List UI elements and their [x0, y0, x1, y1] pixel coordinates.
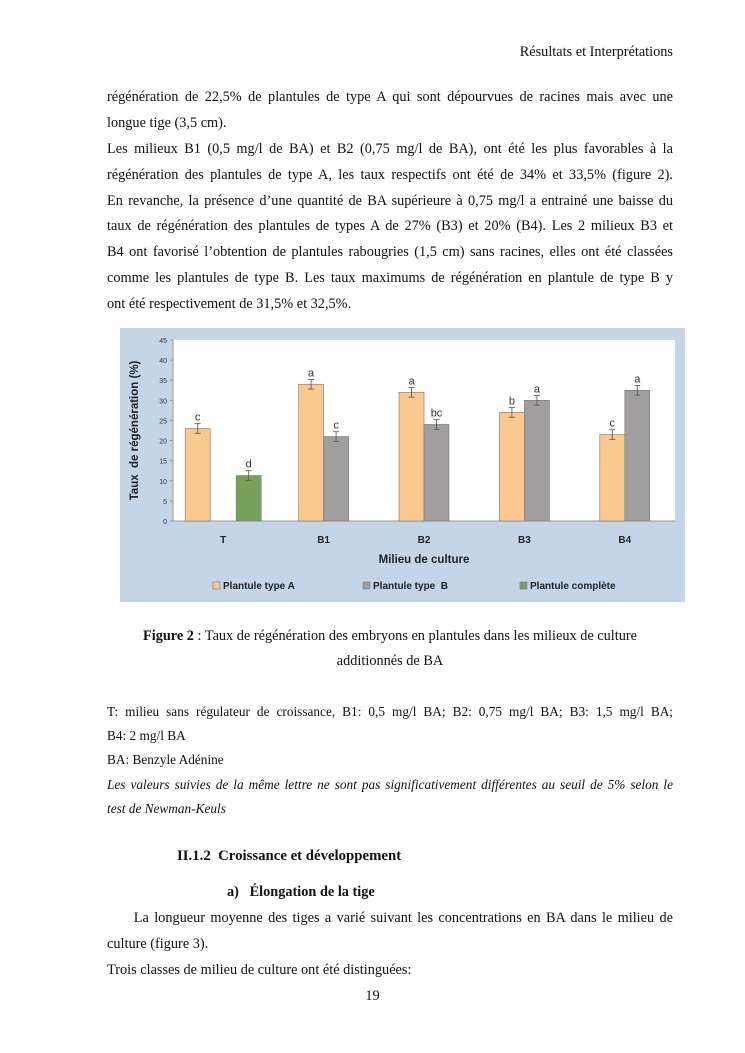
caption-label: Figure 2	[143, 628, 194, 644]
significance-letter: a	[308, 367, 315, 380]
text-line: T: milieu sans régulateur de croissance, B1: 0,5 mg/l BA; B2: 0,75 mg/l BA; B3: 1,5 mg/l BA;	[107, 704, 673, 719]
text-line: Trois classes de milieu de culture ont été distinguées:	[107, 961, 412, 978]
y-tick-label: 15	[159, 458, 167, 466]
figure-caption	[107, 624, 673, 674]
subsection-heading: a) Élongation de la tige	[227, 884, 375, 900]
bar	[299, 384, 324, 521]
legend-label: Plantule complète	[530, 581, 616, 592]
bar	[324, 437, 349, 521]
significance-letter: bc	[430, 407, 443, 420]
x-tick-label: T	[220, 535, 227, 546]
significance-letter: d	[245, 458, 252, 471]
y-tick-label: 40	[159, 358, 167, 366]
legend-swatch	[213, 582, 220, 589]
figure-2-chart	[120, 328, 685, 602]
text-line: Les valeurs suivies de la même lettre ne sont pas significativement différentes au seuil de 5% selon le	[107, 776, 673, 792]
text-line: La longueur moyenne des tiges a varié suivant les concentrations en BA dans le milieu de	[107, 910, 673, 926]
y-tick-label: 25	[159, 418, 167, 426]
significance-letter: c	[194, 411, 201, 424]
x-tick-label: B2	[417, 535, 431, 546]
text-line: culture (figure 3).	[107, 935, 209, 952]
text-line: longue tige (3,5 cm).	[107, 114, 227, 131]
y-tick-label: 10	[159, 478, 167, 486]
body-text-top	[107, 85, 673, 318]
y-axis-title: Taux de régénération (%)	[129, 360, 141, 501]
figure-notes	[107, 700, 673, 821]
text-line: test de Newman-Keuls	[107, 800, 226, 816]
page-number: 19	[365, 988, 380, 1004]
text-line: comme les plantules de type B. Les taux maximums de régénération en plantule de type B y	[107, 270, 673, 287]
bar	[499, 412, 524, 521]
significance-letter: c	[333, 419, 339, 432]
bar	[524, 400, 549, 521]
y-tick-label: 20	[159, 438, 167, 446]
x-tick-label: B1	[317, 535, 330, 546]
x-tick-label: B4	[618, 535, 632, 546]
caption-text: : Taux de régénération des embryons en plantules dans les milieux de culture	[193, 628, 637, 644]
legend-label: Plantule type A	[223, 581, 295, 592]
body-text-bottom	[107, 906, 673, 984]
bar	[424, 424, 449, 521]
text-line: B4: 2 mg/l BA	[107, 728, 186, 744]
text-line: taux de régénération des plantules de types A de 27% (B3) et 20% (B4). Les 2 milieux B3 et	[107, 218, 673, 235]
y-tick-label: 5	[163, 498, 167, 506]
bar	[185, 428, 210, 521]
caption-text-2: additionnés de BA	[336, 653, 444, 669]
text-line: En revanche, la présence d’une quantité de BA supérieure à 0,75 mg/l a entrainé une baisse du	[107, 192, 673, 209]
significance-letter: a	[634, 373, 641, 386]
text-line: B4 ont favorisé l’obtention de plantules rabougries (1,5 cm) sans racines, elles ont été classées	[107, 244, 673, 261]
bar	[236, 476, 261, 521]
text-line: Les milieux B1 (0,5 mg/l de BA) et B2 (0,75 mg/l de BA), ont été les plus favorables à la	[107, 140, 673, 157]
y-tick-label: 0	[163, 519, 167, 526]
legend-swatch	[520, 582, 527, 589]
text-line: ont été respectivement de 31,5% et 32,5%.	[107, 296, 352, 313]
bar-chart	[120, 328, 685, 602]
bar	[399, 392, 424, 521]
bar	[625, 390, 650, 521]
legend-swatch	[363, 582, 370, 589]
significance-letter: a	[408, 375, 415, 388]
legend-label: Plantule type B	[373, 581, 449, 592]
y-tick-label: 45	[159, 338, 167, 345]
x-axis-title: Milieu de culture	[378, 554, 470, 566]
significance-letter: c	[609, 417, 616, 430]
text-line: régénération des plantules de type A, les taux respectifs ont été de 34% et 33,5% (figure 2).	[107, 166, 673, 183]
text-line: régénération de 22,5% de plantules de type A qui sont dépourvues de racines mais avec une	[107, 89, 673, 105]
section-heading: II.1.2 Croissance et développement	[177, 848, 402, 864]
running-header: Résultats et Interprétations	[519, 44, 673, 60]
text-line: BA: Benzyle Adénine	[107, 752, 224, 768]
x-tick-label: B3	[518, 535, 531, 546]
significance-letter: b	[508, 395, 515, 408]
bar	[600, 435, 625, 521]
significance-letter: a	[533, 383, 540, 396]
y-tick-label: 35	[159, 378, 167, 386]
y-tick-label: 30	[159, 398, 167, 406]
